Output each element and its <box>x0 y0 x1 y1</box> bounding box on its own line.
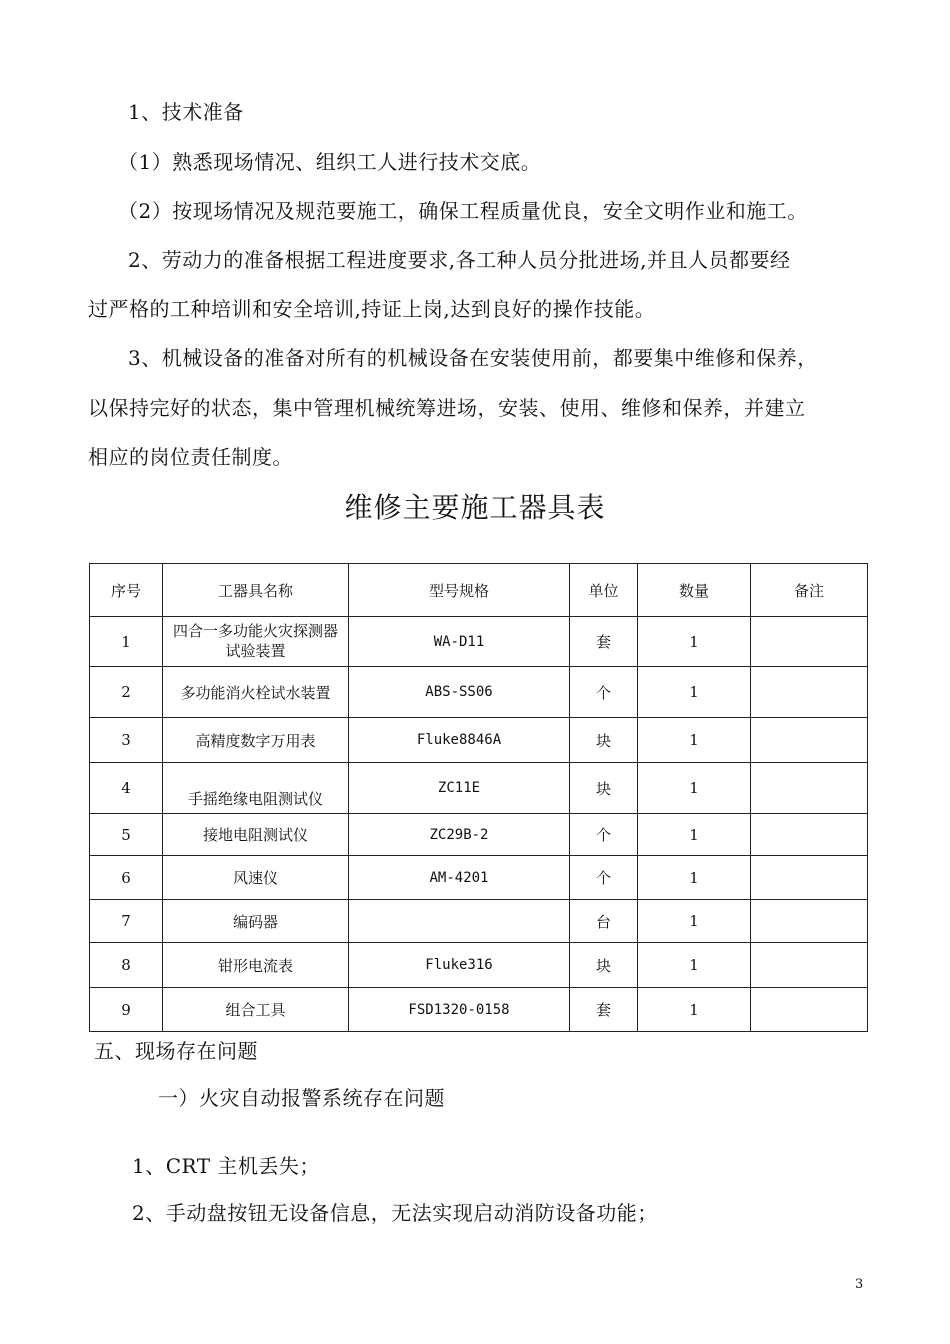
table-row <box>90 667 868 718</box>
cell-quantity: 1 <box>638 718 751 763</box>
cell-model <box>349 900 570 943</box>
table-row <box>90 718 868 763</box>
cell-tool-name: 多功能消火栓试水装置 <box>163 667 349 718</box>
cell-unit: 套 <box>570 988 638 1032</box>
cell-model: Fluke316 <box>349 943 570 988</box>
cell-tool-name: 编码器 <box>163 900 349 943</box>
cell-remark <box>751 763 868 814</box>
cell-model: ABS-SS06 <box>349 667 570 718</box>
cell-quantity: 1 <box>638 900 751 943</box>
cell-index: 1 <box>90 617 163 667</box>
cell-remark <box>751 617 868 667</box>
header-index: 序号 <box>90 564 163 617</box>
cell-tool-name: 风速仪 <box>163 856 349 900</box>
cell-model: ZC29B-2 <box>349 814 570 856</box>
cell-remark <box>751 988 868 1032</box>
cell-remark <box>751 667 868 718</box>
cell-quantity: 1 <box>638 814 751 856</box>
para-construct: （2）按现场情况及规范要施工，确保工程质量优良，安全文明作业和施工。 <box>118 199 808 223</box>
cell-remark <box>751 943 868 988</box>
cell-model: ZC11E <box>349 763 570 814</box>
cell-model: Fluke8846A <box>349 718 570 763</box>
cell-quantity: 1 <box>638 763 751 814</box>
cell-remark <box>751 814 868 856</box>
issue-item-1: 1、CRT 主机丢失； <box>132 1154 320 1178</box>
cell-index: 9 <box>90 988 163 1032</box>
cell-quantity: 1 <box>638 988 751 1032</box>
cell-index: 5 <box>90 814 163 856</box>
para-labor-1: 2、劳动力的准备根据工程进度要求,各工种人员分批进场,并且人员都要经 <box>128 248 791 272</box>
cell-unit: 块 <box>570 943 638 988</box>
table-row <box>90 988 868 1032</box>
cell-tool-name: 手摇绝缘电阻测试仪 <box>163 763 349 814</box>
cell-tool-name: 钳形电流表 <box>163 943 349 988</box>
section-subheading: 一）火灾自动报警系统存在问题 <box>158 1086 445 1110</box>
cell-index: 3 <box>90 718 163 763</box>
para-familiarize: （1）熟悉现场情况、组织工人进行技术交底。 <box>118 150 542 174</box>
cell-unit: 个 <box>570 667 638 718</box>
cell-index: 7 <box>90 900 163 943</box>
cell-unit: 套 <box>570 617 638 667</box>
para-machine-3: 相应的岗位责任制度。 <box>88 445 293 469</box>
cell-unit: 个 <box>570 856 638 900</box>
cell-tool-name: 四合一多功能火灾探测器试验装置 <box>163 617 349 667</box>
header-model: 型号规格 <box>349 564 570 617</box>
cell-tool-name: 接地电阻测试仪 <box>163 814 349 856</box>
table-row <box>90 856 868 900</box>
table-header-row <box>90 564 868 617</box>
para-machine-2: 以保持完好的状态，集中管理机械统筹进场，安装、使用、维修和保养，并建立 <box>88 396 806 420</box>
table-row <box>90 943 868 988</box>
table-row <box>90 900 868 943</box>
cell-quantity: 1 <box>638 617 751 667</box>
cell-index: 4 <box>90 763 163 814</box>
cell-tool-name: 高精度数字万用表 <box>163 718 349 763</box>
cell-unit: 块 <box>570 763 638 814</box>
cell-remark <box>751 900 868 943</box>
para-tech-prep: 1、技术准备 <box>128 100 244 124</box>
header-unit: 单位 <box>570 564 638 617</box>
table-row <box>90 814 868 856</box>
issue-item-2: 2、手动盘按钮无设备信息，无法实现启动消防设备功能； <box>132 1201 658 1225</box>
cell-tool-name: 组合工具 <box>163 988 349 1032</box>
table-row <box>90 617 868 667</box>
section-heading: 五、现场存在问题 <box>94 1039 258 1063</box>
header-remark: 备注 <box>751 564 868 617</box>
header-quantity: 数量 <box>638 564 751 617</box>
para-labor-2: 过严格的工种培训和安全培训,持证上岗,达到良好的操作技能。 <box>88 297 656 321</box>
cell-index: 6 <box>90 856 163 900</box>
cell-unit: 台 <box>570 900 638 943</box>
table-row <box>90 763 868 814</box>
cell-quantity: 1 <box>638 943 751 988</box>
header-tool-name: 工器具名称 <box>163 564 349 617</box>
cell-unit: 个 <box>570 814 638 856</box>
cell-index: 8 <box>90 943 163 988</box>
cell-model: WA-D11 <box>349 617 570 667</box>
cell-remark <box>751 856 868 900</box>
page-number: 3 <box>855 1277 864 1292</box>
cell-unit: 块 <box>570 718 638 763</box>
table-title: 维修主要施工器具表 <box>344 491 606 524</box>
cell-quantity: 1 <box>638 856 751 900</box>
tools-table <box>89 563 868 1032</box>
cell-index: 2 <box>90 667 163 718</box>
cell-quantity: 1 <box>638 667 751 718</box>
cell-model: FSD1320-0158 <box>349 988 570 1032</box>
para-machine-1: 3、机械设备的准备对所有的机械设备在安装使用前，都要集中维修和保养， <box>128 346 818 370</box>
cell-model: AM-4201 <box>349 856 570 900</box>
cell-remark <box>751 718 868 763</box>
